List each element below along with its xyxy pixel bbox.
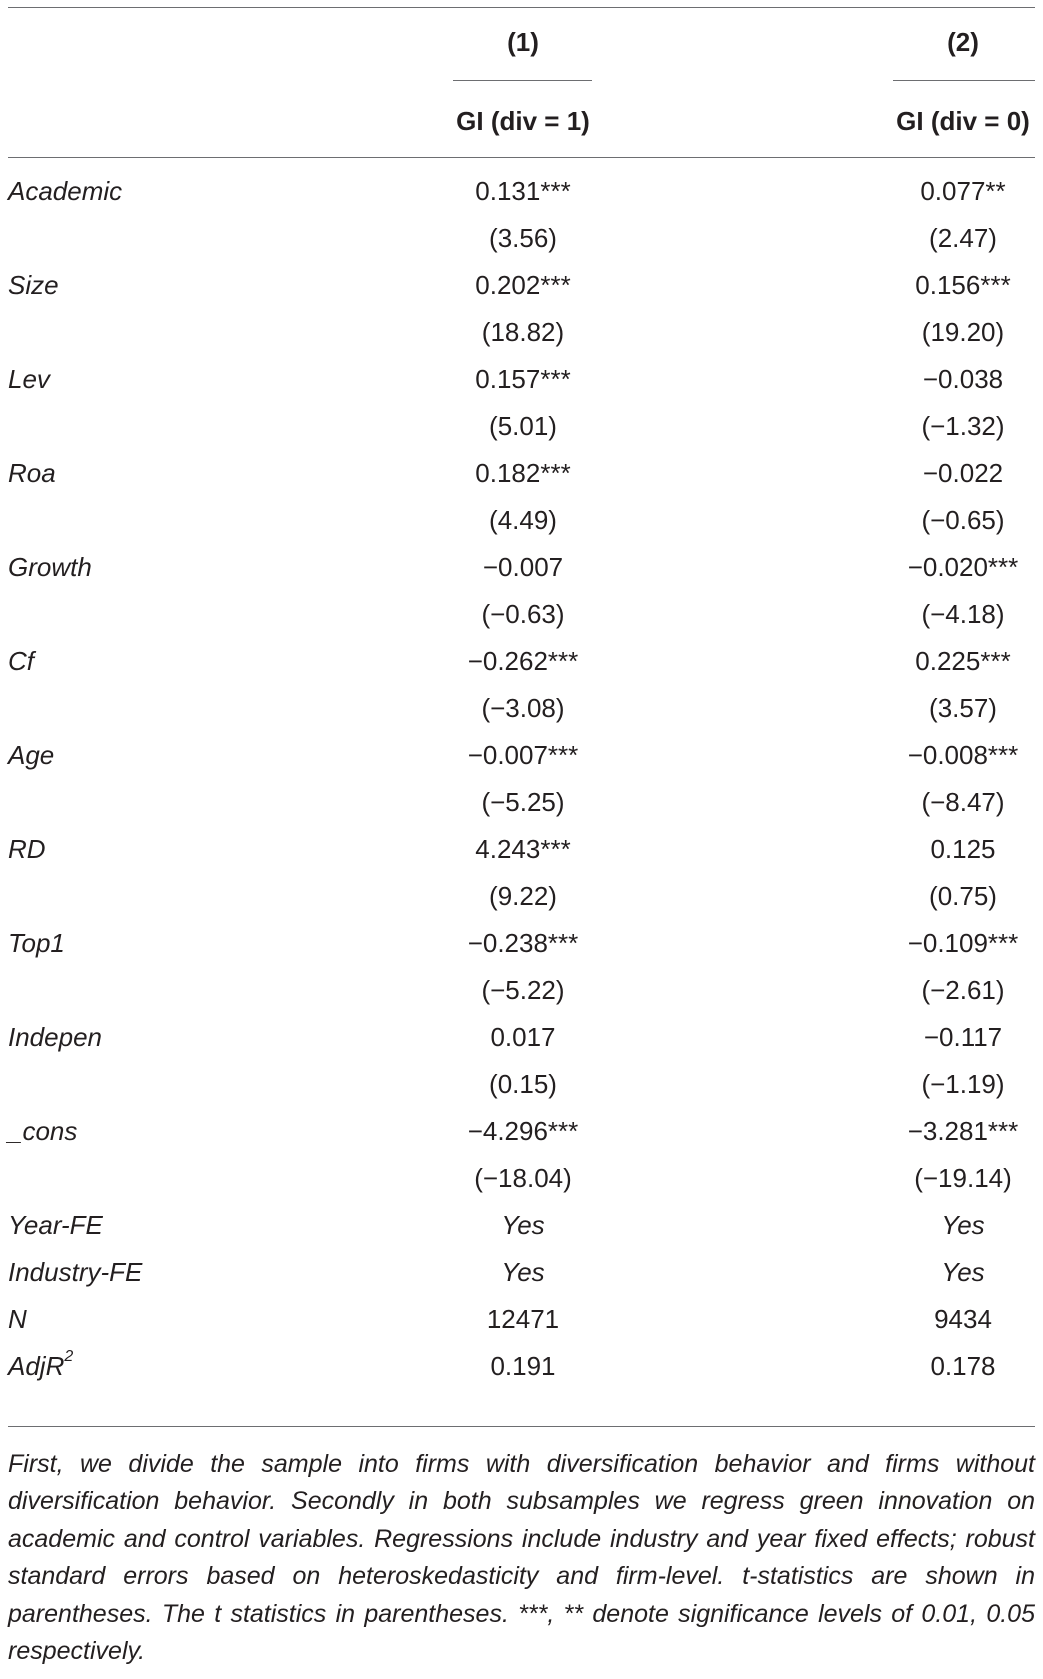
column-1-value: (−5.22) — [481, 975, 565, 1005]
column-1-value: 12471 — [486, 1304, 560, 1334]
row-label: Industry-FE — [8, 1257, 143, 1287]
column-2-rule — [893, 80, 1035, 81]
row-label-text: AdjR — [8, 1351, 65, 1381]
column-2-value: 0.156*** — [915, 270, 1011, 300]
column-2-value: (−8.47) — [921, 787, 1005, 817]
row-label: Academic — [8, 176, 123, 206]
row-label: Growth — [8, 552, 92, 582]
table-top-rule — [8, 7, 1035, 8]
table-row — [0, 1343, 1043, 1390]
table-row — [0, 638, 1043, 685]
table-row — [0, 685, 1043, 732]
column-2-value: (2.47) — [929, 223, 997, 253]
column-2-value: (19.20) — [921, 317, 1005, 347]
table-footnote: First, we divide the sample into firms with diversification behavior and firms without diversification behavior. Secondly in both subsamples we regress green innovation on academic and control variables. Regressions include industry and year fixed effects; robust standard errors based on heteroskedasticity and firm-level. t-statistics are shown in parentheses. The t statistics in parentheses. ***, ** denote significance levels of 0.01, 0.05 respectively. — [8, 1450, 1035, 1666]
table-row — [0, 262, 1043, 309]
row-label: Indepen — [8, 1022, 102, 1052]
column-2-value: Yes — [941, 1257, 985, 1287]
column-1-value: −0.007 — [482, 552, 564, 582]
table-bottom-rule — [8, 1426, 1035, 1427]
column-1-value: (9.22) — [489, 881, 557, 911]
column-1-value: (3.56) — [489, 223, 557, 253]
table-row — [0, 1061, 1043, 1108]
column-2-value: Yes — [941, 1210, 985, 1240]
column-2-value: −0.117 — [923, 1022, 1003, 1052]
column-2-value: −0.020*** — [907, 552, 1019, 582]
table-row — [0, 168, 1043, 215]
column-2-value: 0.178 — [930, 1351, 996, 1381]
row-label: N — [8, 1304, 27, 1334]
column-1-value: 0.131*** — [475, 176, 571, 206]
column-2-value: (−2.61) — [921, 975, 1005, 1005]
row-label: RD — [8, 834, 46, 864]
column-1-value: 4.243*** — [475, 834, 571, 864]
column-2-value: −3.281*** — [907, 1116, 1019, 1146]
column-1-value: Yes — [501, 1257, 545, 1287]
table-row — [0, 1249, 1043, 1296]
column-1-value: Yes — [501, 1210, 545, 1240]
row-label: Year-FE — [8, 1210, 103, 1240]
column-1-value: (−3.08) — [481, 693, 565, 723]
column-1-value: 0.182*** — [475, 458, 571, 488]
table-row — [0, 1108, 1043, 1155]
row-label: Cf — [8, 646, 34, 676]
table-row — [0, 450, 1043, 497]
column-2-value: −0.008*** — [907, 740, 1019, 770]
column-2-value: (−1.19) — [921, 1069, 1005, 1099]
column-2-value: −0.022 — [922, 458, 1004, 488]
row-label: Age — [8, 740, 55, 770]
table-row — [0, 967, 1043, 1014]
table-row — [0, 215, 1043, 262]
table-row — [0, 497, 1043, 544]
column-2-value: 0.077** — [920, 176, 1006, 206]
table-row — [0, 1014, 1043, 1061]
column-1-value: (−18.04) — [474, 1163, 572, 1193]
table-row — [0, 779, 1043, 826]
header-bottom-rule — [8, 157, 1035, 158]
table-row — [0, 1296, 1043, 1343]
table-row — [0, 732, 1043, 779]
column-1-value: (4.49) — [489, 505, 557, 535]
column-1-value: −4.296*** — [467, 1116, 579, 1146]
column-1-number: (1) — [507, 27, 539, 57]
row-label: Top1 — [8, 928, 65, 958]
column-2-value: (−0.65) — [921, 505, 1005, 535]
table-row — [0, 1155, 1043, 1202]
row-label — [8, 1343, 73, 1390]
row-label: Lev — [8, 364, 50, 394]
column-2-value: (−19.14) — [914, 1163, 1012, 1193]
column-1-value: 0.157*** — [475, 364, 571, 394]
column-1-value: −0.262*** — [467, 646, 579, 676]
column-2-value: 0.225*** — [915, 646, 1011, 676]
column-2-label: GI (div = 0) — [896, 106, 1030, 136]
column-2-value: (−4.18) — [921, 599, 1005, 629]
column-1-value: (18.82) — [481, 317, 565, 347]
row-label: Size — [8, 270, 59, 300]
table-row — [0, 873, 1043, 920]
column-1-value: −0.007*** — [467, 740, 579, 770]
column-1-value: 0.191 — [490, 1351, 556, 1381]
column-2-value: −0.109*** — [907, 928, 1019, 958]
column-2-value: −0.038 — [922, 364, 1004, 394]
column-2-value: (3.57) — [929, 693, 997, 723]
table-row — [0, 309, 1043, 356]
column-1-value: (0.15) — [489, 1069, 557, 1099]
column-1-value: (−5.25) — [481, 787, 565, 817]
column-1-label: GI (div = 1) — [456, 106, 590, 136]
column-1-value: 0.017 — [490, 1022, 556, 1052]
column-2-value: (−1.32) — [921, 411, 1005, 441]
column-1-rule — [453, 80, 592, 81]
column-2-value: (0.75) — [929, 881, 997, 911]
table-row — [0, 591, 1043, 638]
table-row — [0, 403, 1043, 450]
column-1-value: (5.01) — [489, 411, 557, 441]
row-label: Roa — [8, 458, 56, 488]
column-1-value: 0.202*** — [475, 270, 571, 300]
column-2-number: (2) — [947, 27, 979, 57]
table-row — [0, 826, 1043, 873]
column-1-value: (−0.63) — [481, 599, 565, 629]
table-row — [0, 544, 1043, 591]
column-1-value: −0.238*** — [467, 928, 579, 958]
column-2-value: 9434 — [934, 1304, 992, 1334]
row-label: _cons — [8, 1116, 78, 1146]
table-row — [0, 1202, 1043, 1249]
table-row — [0, 356, 1043, 403]
table-row — [0, 920, 1043, 967]
column-2-value: 0.125 — [930, 834, 996, 864]
row-label-superscript: 2 — [64, 1348, 74, 1366]
